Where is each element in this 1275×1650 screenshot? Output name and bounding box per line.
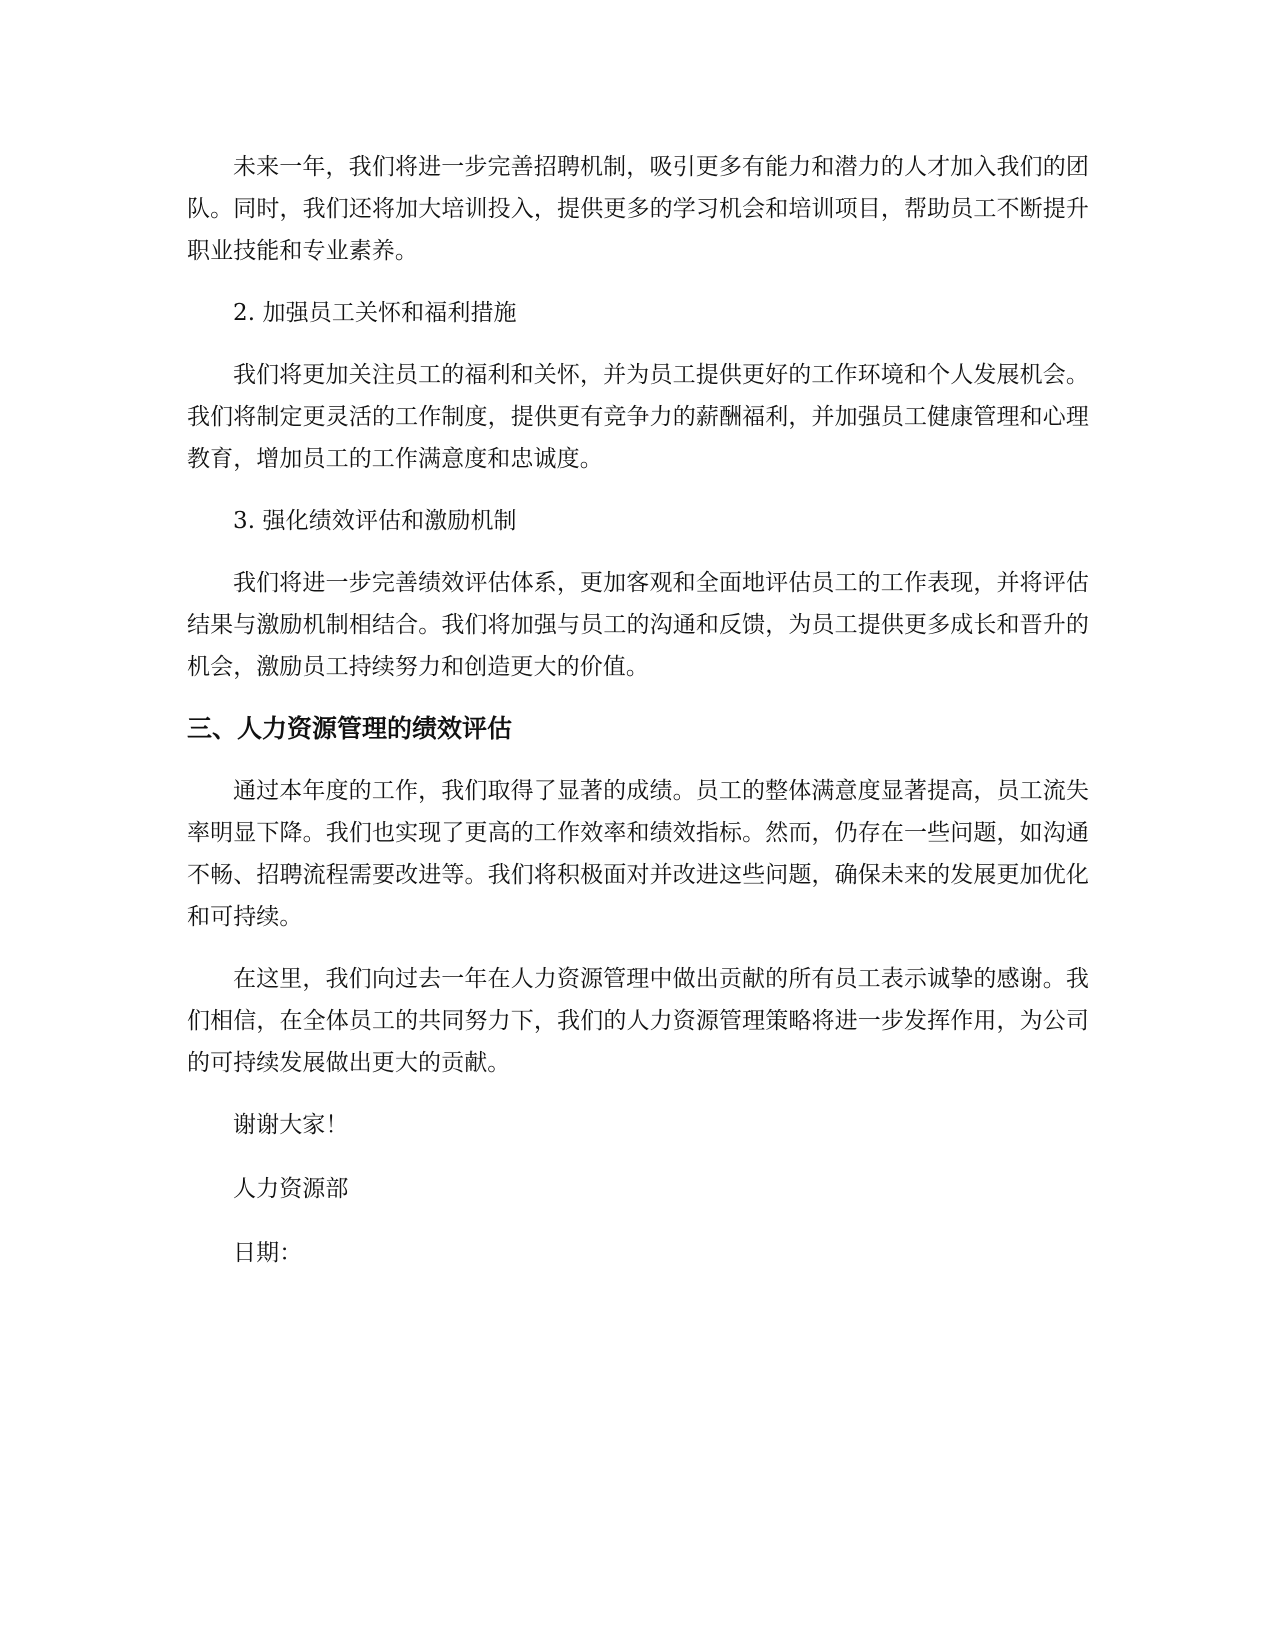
subheading-performance-incentive: 3. 强化绩效评估和激励机制 bbox=[233, 508, 517, 534]
subheading-employee-care: 2. 加强员工关怀和福利措施 bbox=[233, 300, 517, 326]
closing-thanks: 谢谢大家！ bbox=[233, 1112, 349, 1138]
paragraph-recruitment-plan: 未来一年，我们将进一步完善招聘机制，吸引更多有能力和潜力的人才加入我们的团队。同时，我们还将加大培训投入，提供更多的学习机会和培训项目，帮助员工不断提升职业技能和专业素养。 bbox=[187, 154, 1089, 264]
paragraph-acknowledgement: 在这里，我们向过去一年在人力资源管理中做出贡献的所有员工表示诚挚的感谢。我们相信，在全体员工的共同努力下，我们的人力资源管理策略将进一步发挥作用，为公司的可持续发展做出更大的贡献。 bbox=[187, 966, 1089, 1076]
paragraph-annual-results: 通过本年度的工作，我们取得了显著的成绩。员工的整体满意度显著提高，员工流失率明显下降。我们也实现了更高的工作效率和绩效指标。然而，仍存在一些问题，如沟通不畅、招聘流程需要改进等。我们将积极面对并改进这些问题，确保未来的发展更加优化和可持续。 bbox=[187, 778, 1089, 930]
document-body bbox=[187, 146, 1089, 1296]
paragraph-employee-care: 我们将更加关注员工的福利和关怀，并为员工提供更好的工作环境和个人发展机会。我们将制定更灵活的工作制度，提供更有竞争力的薪酬福利，并加强员工健康管理和心理教育，增加员工的工作满意度和忠诚度。 bbox=[187, 362, 1089, 472]
paragraph-performance-incentive: 我们将进一步完善绩效评估体系，更加客观和全面地评估员工的工作表现，并将评估结果与激励机制相结合。我们将加强与员工的沟通和反馈，为员工提供更多成长和晋升的机会，激励员工持续努力和创造更大的价值。 bbox=[187, 570, 1089, 680]
section-heading-performance-evaluation: 三、人力资源管理的绩效评估 bbox=[187, 714, 513, 743]
date-label: 日期： bbox=[233, 1240, 303, 1266]
signature-department: 人力资源部 bbox=[233, 1176, 349, 1202]
